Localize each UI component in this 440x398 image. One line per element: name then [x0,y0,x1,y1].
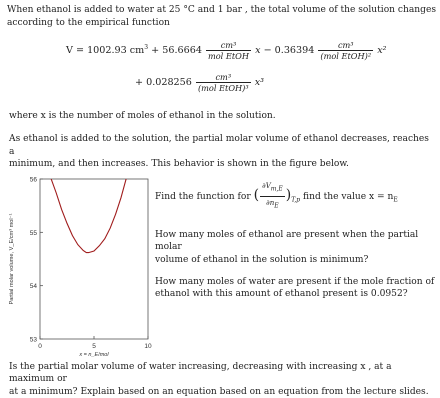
intro-paragraph [7,4,437,29]
q2-line-2: volume of ethanol in the solution is minimum? [155,254,369,265]
question-1 [155,180,435,213]
y-tick-label: 53 [29,336,37,344]
term1-variable: x [255,45,261,56]
term2-numerator: cm³ [337,40,354,50]
where-text: where x is the number of moles of ethanol in the solution. [9,111,276,121]
series-line [40,168,148,253]
q4-line-2: at a minimum? Explain based on an equation based on an equation from the lecture slides. [9,386,429,397]
right-paren: ) [285,186,292,203]
q1-num-sub: m,E [270,185,283,193]
term1-denominator: mol EtOH [207,51,250,61]
x-tick-label: 5 [92,343,96,350]
q4-line-1: Is the partial molar volume of water increasing, decreasing with increasing x , at a maximum or [9,362,392,385]
y-tick-label: 55 [29,229,37,237]
q1-suffix: find the value x = n [303,191,394,202]
y-tick-label: 54 [29,283,37,291]
second-paragraph [9,133,437,171]
left-paren: ( [253,186,260,203]
x-axis-label: x = n_E/mol [79,352,109,358]
intro-line-2: according to the empirical function [7,17,170,28]
q1-derivative [260,180,285,213]
term2-fraction [318,40,373,61]
partial-molar-volume-chart [0,168,158,360]
cube-superscript: 3 [144,43,149,51]
q3-line-2: ethanol with this amount of ethanol present is 0.0952? [155,289,408,300]
term3-coefficient: + 0.028256 [135,77,192,88]
term1-fraction [206,40,251,61]
x-tick-label: 0 [38,343,42,350]
para2-line-2: minimum, and then increases. This behavior is shown in the figure below. [9,159,349,170]
term3-denominator: (mol EtOH)³ [197,83,249,93]
x-tick-label: 10 [144,343,152,350]
question-4 [9,361,437,398]
term2-coefficient: − 0.36394 [263,45,315,56]
q3-line-1: How many moles of water are present if the mole fraction of [155,277,435,287]
q1-suffix-sub: E [393,196,398,204]
intro-line-1: When ethanol is added to water at 25 °C and 1 bar , the total volume of the solution changes [7,5,437,15]
term2-variable: x² [377,45,387,56]
y-tick-label: 56 [29,176,37,184]
q1-den: ∂n [266,198,275,207]
term2-denominator: (mol EtOH)² [320,51,372,61]
equation-line-1 [66,40,386,61]
question-2 [155,229,437,266]
term3-numerator: cm³ [215,72,232,82]
y-axis-label: Partial molar volume, V_E/cm³ mol⁻¹ [9,213,15,305]
term1-numerator: cm³ [220,40,237,50]
term3-fraction [196,72,251,93]
plot-frame [40,179,148,339]
q1-prefix: Find the function for [155,191,251,202]
question-3 [155,276,437,301]
term1-coefficient: + 56.6664 [151,45,202,56]
term3-variable: x³ [254,77,264,88]
equation-line-2 [135,72,264,93]
q1-num: ∂V [262,182,271,190]
equation-lhs: V = 1002.93 cm [66,45,145,56]
q2-line-1: How many moles of ethanol are present when the partial molar [155,230,419,253]
q1-den-sub: E [274,202,279,210]
q1-subscript: T,p [291,196,301,204]
para2-line-1: As ethanol is added to the solution, the partial molar volume of ethanol decreases, reaches a [9,134,429,157]
